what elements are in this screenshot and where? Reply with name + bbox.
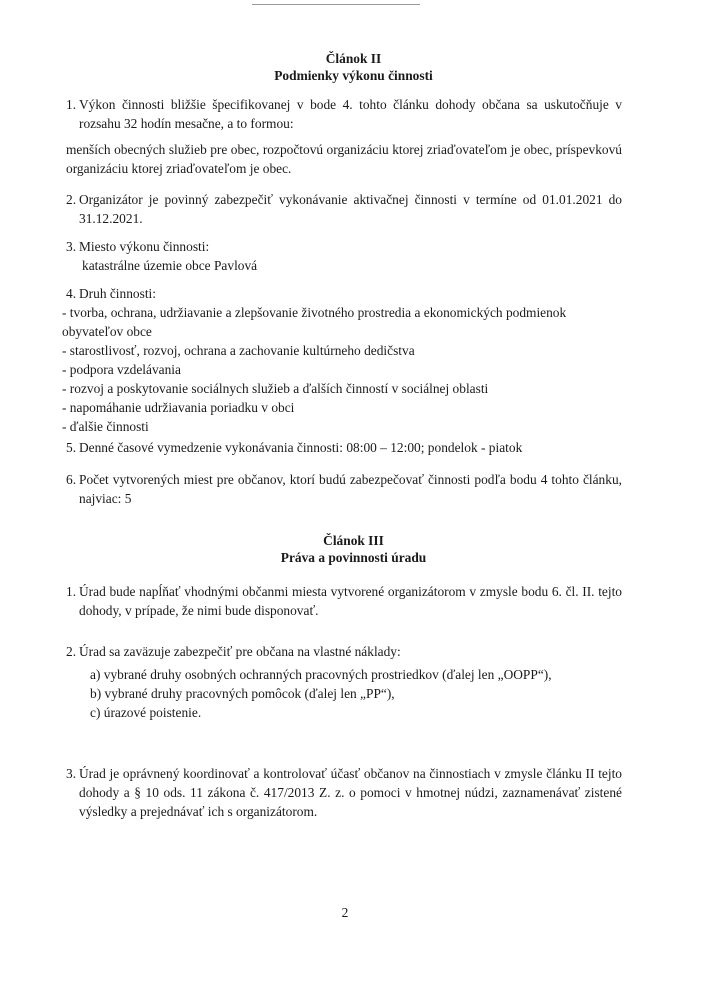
list-item: - podpora vzdelávania [62, 362, 181, 377]
item-text: Výkon činnosti bližšie špecifikovanej v bode 4. tohto článku dohody občana sa uskutočňuje v rozsahu 32 hodín mesačne, a to formou: [79, 97, 622, 131]
article-2-item-1 [66, 95, 622, 133]
list-item: - napomáhanie udržiavania poriadku v obci [62, 400, 295, 415]
item-number: 2. [66, 644, 77, 659]
item-text: Úrad je oprávnený koordinovať a kontrolovať účasť občanov na činnostiach v zmysle článku II tejto dohody a § 10 ods. 11 zákona č. 417/2013 Z. z. o pomoci v hmotnej núdzi, zaznamenávať zistené výsledky a prejednávať ich s organizátorom. [79, 766, 622, 819]
item-detail: katastrálne územie obce Pavlová [82, 258, 258, 273]
item-number: 2. [66, 192, 77, 207]
article-3-item-3 [66, 764, 622, 821]
article-2-item-2 [66, 190, 622, 228]
article-3-subitem-a: a) vybrané druhy osobných ochranných pracovných prostriedkov (ďalej len „OOPP“), [90, 667, 552, 682]
item-text: Počet vytvorených miest pre občanov, ktorí budú zabezpečovať činnosti podľa bodu 4 tohto článku, najviac: 5 [79, 472, 622, 506]
item-number: 3. [66, 239, 77, 254]
article-2-item-4 [66, 284, 622, 303]
article-2-item-3 [66, 237, 622, 275]
article-3-subitem-b: b) vybrané druhy pracovných pomôcok (ďalej len „PP“), [90, 686, 395, 701]
list-item: - ďalšie činnosti [62, 419, 149, 434]
article-2-form-text: menších obecných služieb pre obec, rozpočtovú organizáciu ktorej zriaďovateľom je obec, príspevkovú organizáciu ktorej zriaďovateľom je obec. [66, 142, 622, 176]
item-text: Úrad bude napĺňať vhodnými občanmi miesta vytvorené organizátorom v zmysle bodu 6. čl. II. tejto dohody, v prípade, že nimi bude disponovať. [79, 584, 622, 618]
article-2-item-5 [66, 438, 622, 457]
page-number: 2 [341, 905, 349, 920]
item-number: 5. [66, 440, 77, 455]
item-text: Úrad sa zaväzuje zabezpečiť pre občana na vlastné náklady: [79, 644, 401, 659]
list-item: - tvorba, ochrana, udržiavanie a zlepšovanie životného prostredia a ekonomických podmienok [62, 305, 567, 320]
article-2-item-6 [66, 470, 622, 508]
article-2-subtitle: Podmienky výkonu činnosti [274, 68, 433, 83]
scan-top-line [252, 4, 420, 5]
item-number: 4. [66, 286, 77, 301]
item-text: Organizátor je povinný zabezpečiť vykonávanie aktivačnej činnosti v termíne od 01.01.2021 do 31.12.2021. [79, 192, 622, 226]
article-3-subtitle: Práva a povinnosti úradu [280, 550, 427, 565]
article-3-subitem-c: c) úrazové poistenie. [90, 705, 202, 720]
list-item: - rozvoj a poskytovanie sociálnych služieb a ďalších činností v sociálnej oblasti [62, 381, 489, 396]
item-text: Denné časové vymedzenie vykonávania činnosti: 08:00 – 12:00; pondelok - piatok [79, 440, 523, 455]
item-text: Miesto výkonu činnosti: [79, 239, 210, 254]
item-number: 6. [66, 472, 77, 487]
item-text: Druh činnosti: [79, 286, 156, 301]
list-item: obyvateľov obce [62, 324, 152, 339]
article-3-item-2 [66, 642, 622, 661]
activities-list [62, 303, 618, 436]
item-number: 1. [66, 97, 77, 112]
list-item: - starostlivosť, rozvoj, ochrana a zachovanie kultúrneho dedičstva [62, 343, 415, 358]
article-3-title: Článok III [323, 533, 384, 548]
article-3-item-1 [66, 582, 622, 620]
article-2-title: Článok II [325, 51, 382, 66]
item-number: 3. [66, 766, 77, 781]
item-number: 1. [66, 584, 77, 599]
